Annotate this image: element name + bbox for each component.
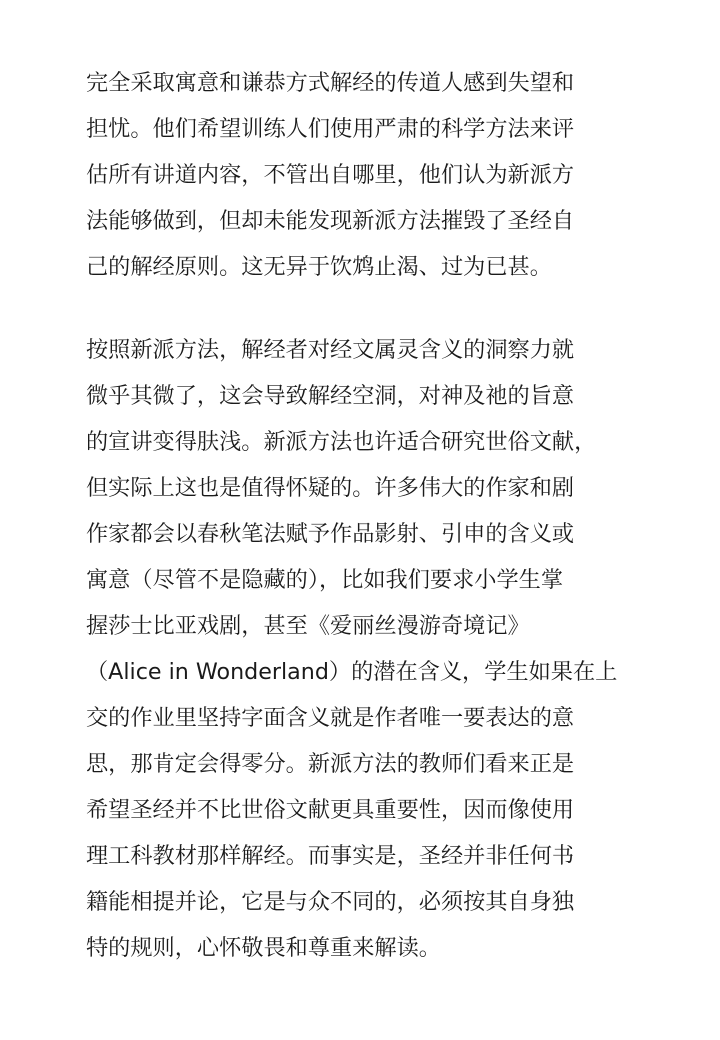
text-line: 的宣讲变得肤浅。新派方法也许适合研究世俗文献， (86, 429, 597, 455)
text-line: 理工科教材那样解经。而事实是，圣经并非任何书 (86, 843, 575, 869)
text-line: 但实际上这也是值得怀疑的。许多伟大的作家和剧 (86, 475, 575, 501)
text-line: 特的规则，心怀敬畏和尊重来解读。 (86, 935, 441, 961)
document-page (86, 66, 626, 965)
paragraph-1 (86, 66, 626, 284)
text-line: 籍能相提并论，它是与众不同的，必须按其自身独 (86, 889, 575, 915)
text-line: 寓意（尽管不是隐藏的），比如我们要求小学生掌 (86, 567, 564, 593)
text-line: 交的作业里坚持字面含义就是作者唯一要表达的意 (86, 705, 575, 731)
text-line: 微乎其微了，这会导致解经空洞，对神及祂的旨意 (86, 383, 575, 409)
text-line: 作家都会以春秋笔法赋予作品影射、引申的含义或 (86, 521, 575, 547)
text-line: 估所有讲道内容，不管出自哪里，他们认为新派方 (86, 162, 575, 188)
text-line: 完全采取寓意和谦恭方式解经的传道人感到失望和 (86, 70, 575, 96)
text-line: 握莎士比亚戏剧，甚至《爱丽丝漫游奇境记》 (86, 613, 530, 639)
text-line: 希望圣经并不比世俗文献更具重要性，因而像使用 (86, 797, 575, 823)
text-line: 思，那肯定会得零分。新派方法的教师们看来正是 (86, 751, 575, 777)
text-line: 按照新派方法，解经者对经文属灵含义的洞察力就 (86, 337, 575, 363)
text-line: 担忧。他们希望训练人们使用严肃的科学方法来评 (86, 116, 575, 142)
text-line: 法能够做到，但却未能发现新派方法摧毁了圣经自 (86, 208, 575, 234)
text-line: 己的解经原则。这无异于饮鸩止渴、过为已甚。 (86, 254, 552, 280)
text-line: （Alice in Wonderland）的潜在含义，学生如果在上 (86, 659, 618, 685)
paragraph-2 (86, 333, 626, 965)
